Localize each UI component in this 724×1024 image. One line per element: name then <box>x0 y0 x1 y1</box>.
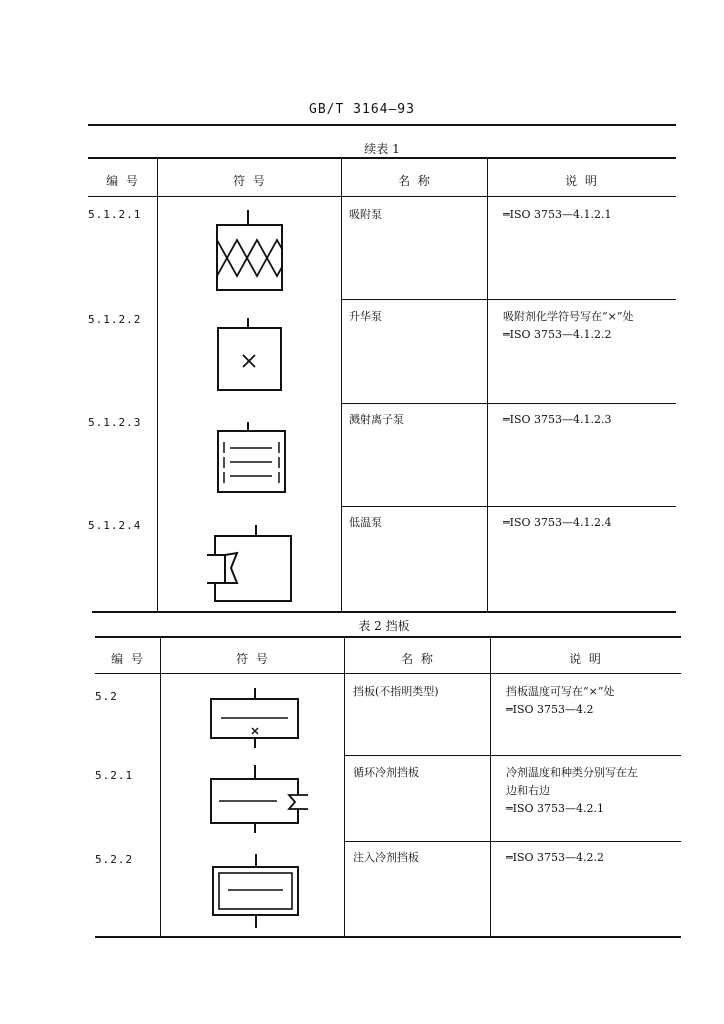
table2-header-name: 名 称 <box>401 652 435 666</box>
table-row-desc: ═ISO 3753—4.2 <box>506 703 594 716</box>
table-row-desc: ═ISO 3753—4.1.2.3 <box>503 413 612 426</box>
table1-header-name: 名 称 <box>398 174 432 188</box>
table-row-desc: ═ISO 3753—4.2.1 <box>506 802 605 815</box>
table-row-desc: ═ISO 3753—4.2.2 <box>506 851 605 864</box>
table1-caption: 续表 1 <box>364 142 400 156</box>
table1-row-rule <box>341 299 676 300</box>
table2-vrule <box>344 636 345 937</box>
cryopump-icon <box>205 525 295 605</box>
table-row-name: 循环冷剂挡板 <box>353 766 419 779</box>
table2-header-id: 编 号 <box>111 652 145 666</box>
table-row-id: 5.1.2.2 <box>88 313 142 326</box>
standard-id: GB/T 3164—93 <box>309 102 415 117</box>
sublimation-pump-icon <box>210 318 290 398</box>
table-row-name: 注入冷剂挡板 <box>353 851 419 864</box>
table1-bottom-rule <box>92 611 676 613</box>
table1-header-rule <box>88 196 676 197</box>
table-row-desc: 边和右边 <box>506 784 550 797</box>
injected-coolant-baffle-icon <box>208 854 303 934</box>
sputter-ion-pump-icon <box>210 422 290 497</box>
table1-header-id: 编 号 <box>106 174 140 188</box>
table-row-name: 升华泵 <box>349 310 382 323</box>
table1-header-symbol: 符 号 <box>233 174 267 188</box>
table1-vrule <box>487 157 488 612</box>
table2-header-symbol: 符 号 <box>236 652 270 666</box>
table2-row-rule <box>344 755 681 756</box>
table2-vrule <box>160 636 161 937</box>
table1-top-rule <box>88 157 676 159</box>
table1-vrule <box>157 157 158 612</box>
circulating-coolant-baffle-icon <box>205 765 315 835</box>
table2-vrule <box>490 636 491 937</box>
baffle-icon <box>205 688 305 750</box>
table-row-name: 挡板(不指明类型) <box>353 685 439 698</box>
table1-header-desc: 说 明 <box>565 174 599 188</box>
table-row-id: 5.2.2 <box>95 853 134 866</box>
table-row-id: 5.1.2.1 <box>88 208 142 221</box>
table-row-desc: ═ISO 3753—4.1.2.4 <box>503 516 612 529</box>
table-row-id: 5.1.2.4 <box>88 519 142 532</box>
table-row-id: 5.1.2.3 <box>88 416 142 429</box>
table2-header-rule <box>95 673 681 674</box>
table2-row-rule <box>344 841 681 842</box>
table2-bottom-rule <box>95 936 681 938</box>
table1-vrule <box>341 157 342 612</box>
table2-header-desc: 说 明 <box>569 652 603 666</box>
table-row-desc: ═ISO 3753—4.1.2.2 <box>503 328 612 341</box>
table1-row-rule <box>341 403 676 404</box>
table-row-id: 5.2.1 <box>95 769 134 782</box>
table-row-desc: 吸附剂化学符号写在“×”处 <box>503 310 634 323</box>
table1-row-rule <box>341 506 676 507</box>
table-row-desc: 冷剂温度和种类分别写在左 <box>506 766 638 779</box>
adsorption-pump-icon <box>210 210 290 300</box>
table-row-name: 吸附泵 <box>349 208 382 221</box>
table-row-desc: ═ISO 3753—4.1.2.1 <box>503 208 612 221</box>
table-row-name: 溅射离子泵 <box>349 413 404 426</box>
table2-top-rule <box>95 636 681 638</box>
table-row-id: 5.2 <box>95 690 118 703</box>
table2-caption: 表 2 挡板 <box>358 619 410 633</box>
table-row-name: 低温泵 <box>349 516 382 529</box>
table-row-desc: 挡板温度可写在“×”处 <box>506 685 615 698</box>
header-rule <box>88 124 676 126</box>
